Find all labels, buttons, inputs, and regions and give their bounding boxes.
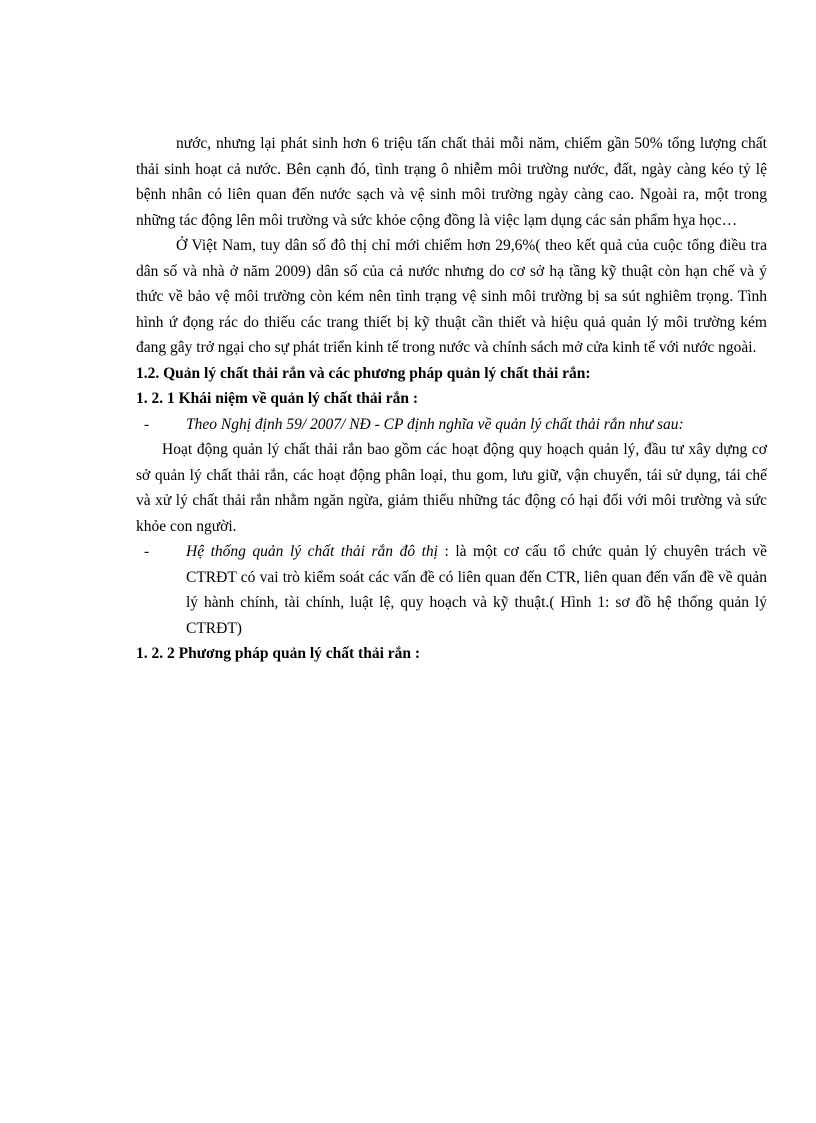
bullet-dash: - — [144, 415, 150, 433]
paragraph-waste-statistics: nước, nhưng lại phát sinh hơn 6 triệu tấn chất thải mỗi năm, chiếm gần 50% tổng lượng chất thải sinh hoạt cả nước. Bên cạnh đó, tình trạng ô nhiễm môi trường nước, đất, ngày càng kéo tỷ lệ bệnh nhân có liên quan đến nước sạch và vệ sinh môi trường ngày càng cao. Ngoài ra, một trong những tác động lên môi trường và sức khỏe cộng đồng là việc lạm dụng các sản phẩm hỵa học… — [136, 135, 767, 229]
bullet-system-definition: : là một cơ cấu tổ chức quản lý chuyên trách về CTRĐT có vai trò kiểm soát các vấn đề có liên quan đến CTR, liên quan đến vấn đề về quản lý hành chính, tài chính, luật lệ, quy hoạch và kỹ thuật.( Hình 1: sơ đồ hệ thống quản lý CTRĐT) — [186, 543, 767, 637]
bullet-system-text — [186, 539, 767, 641]
section-heading-1-2-2: 1. 2. 2 Phương pháp quản lý chất thải rắn : — [136, 645, 421, 662]
paragraph-vietnam-urban: Ở Việt Nam, tuy dân số đô thị chỉ mới chiếm hơn 29,6%( theo kết quả của cuộc tổng điều tra dân số và nhà ở năm 2009) dân số của cả nước nhưng do cơ sở hạ tầng kỹ thuật còn hạn chế và ý thức về bảo vệ môi trường còn kém nên tình trạng vệ sinh môi trường bị sa sút nghiêm trọng. Tình hình ứ đọng rác do thiếu các trang thiết bị kỹ thuật cần thiết và hiệu quả quản lý môi trường kém đang gây trở ngại cho sự phát triển kinh tế trong nước và chính sách mở cửa kinh tế với nước ngoài. — [136, 237, 767, 356]
section-heading-1-2: 1.2. Quản lý chất thải rắn và các phương pháp quản lý chất thải rắn: — [136, 364, 591, 382]
document-body — [136, 131, 767, 667]
bullet-decree-text: Theo Nghị định 59/ 2007/ NĐ - CP định nghĩa về quản lý chất thải rắn như sau: — [186, 415, 684, 433]
section-heading-1-2-1: 1. 2. 1 Khái niệm về quản lý chất thải rắn : — [136, 390, 419, 407]
bullet-item-system — [136, 539, 767, 641]
bullet-dash: - — [144, 543, 150, 560]
bullet-system-term: Hệ thống quản lý chất thải rắn đô thị — [186, 543, 438, 560]
paragraph-management-definition: Hoạt động quản lý chất thải rắn bao gồm các hoạt động quy hoạch quản lý, đầu tư xây dựng cơ sở quản lý chất thải rắn, các hoạt động phân loại, thu gom, lưu giữ, vận chuyển, tái sử dụng, tái chế và xử lý chất thải rắn nhằm ngăn ngừa, giảm thiểu những tác động có hại đối với môi trường và sức khỏe con người. — [136, 441, 767, 535]
bullet-item-decree — [136, 412, 767, 438]
